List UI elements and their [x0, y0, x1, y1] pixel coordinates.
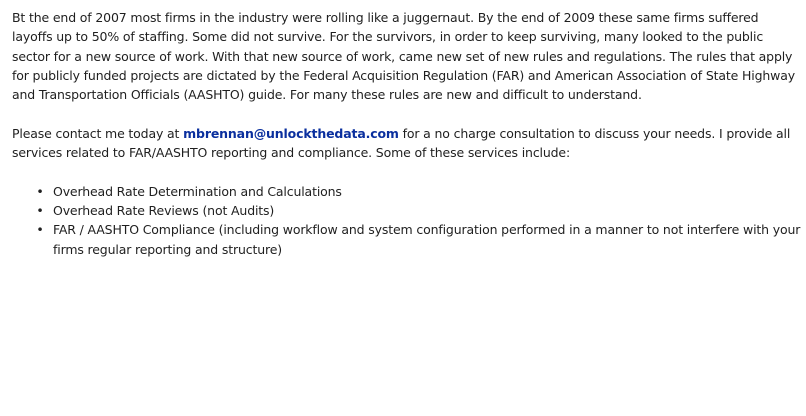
list-item: [36, 201, 802, 220]
paragraph-spacer: [12, 104, 802, 123]
service-label: FAR / AASHTO Compliance (including workflow and system configuration performed in a manner to not interfere with your firms regular reporting and structure): [53, 222, 801, 257]
contact-paragraph: [12, 124, 802, 163]
intro-paragraph: Bt the end of 2007 most firms in the industry were rolling like a juggernaut. By the end of 2009 these same firms suffered layoffs up to 50% of staffing. Some did not survive. For the survivors, in order to keep surviving, many looked to the public sector for a new source of work. With that new source of work, came new set of new rules and regulations. The rules that apply for publicly funded projects are dictated by the Federal Acquisition Regulation (FAR) and American Association of State Highway and Transportation Officials (AASHTO) guide. For many these rules are new and difficult to understand.: [12, 10, 795, 103]
bullet-icon: •: [36, 222, 44, 238]
service-label: Overhead Rate Determination and Calculations: [53, 183, 342, 199]
contact-suffix: for a no charge consultation to discuss your needs. I provide all services related to FAR/AASHTO reporting and compliance. Some of these services include:: [12, 125, 791, 161]
email-link[interactable]: mbrennan@unlockthedata.com: [183, 125, 399, 141]
page-content: [12, 8, 802, 259]
service-label: Overhead Rate Reviews (not Audits): [53, 202, 275, 218]
list-item: [36, 220, 802, 259]
bullet-icon: •: [36, 183, 44, 199]
contact-prefix: Please contact me today at: [12, 125, 184, 141]
list-item: [36, 182, 802, 201]
services-list: [12, 182, 802, 259]
paragraph-spacer: [12, 162, 802, 181]
bullet-icon: •: [36, 202, 44, 218]
